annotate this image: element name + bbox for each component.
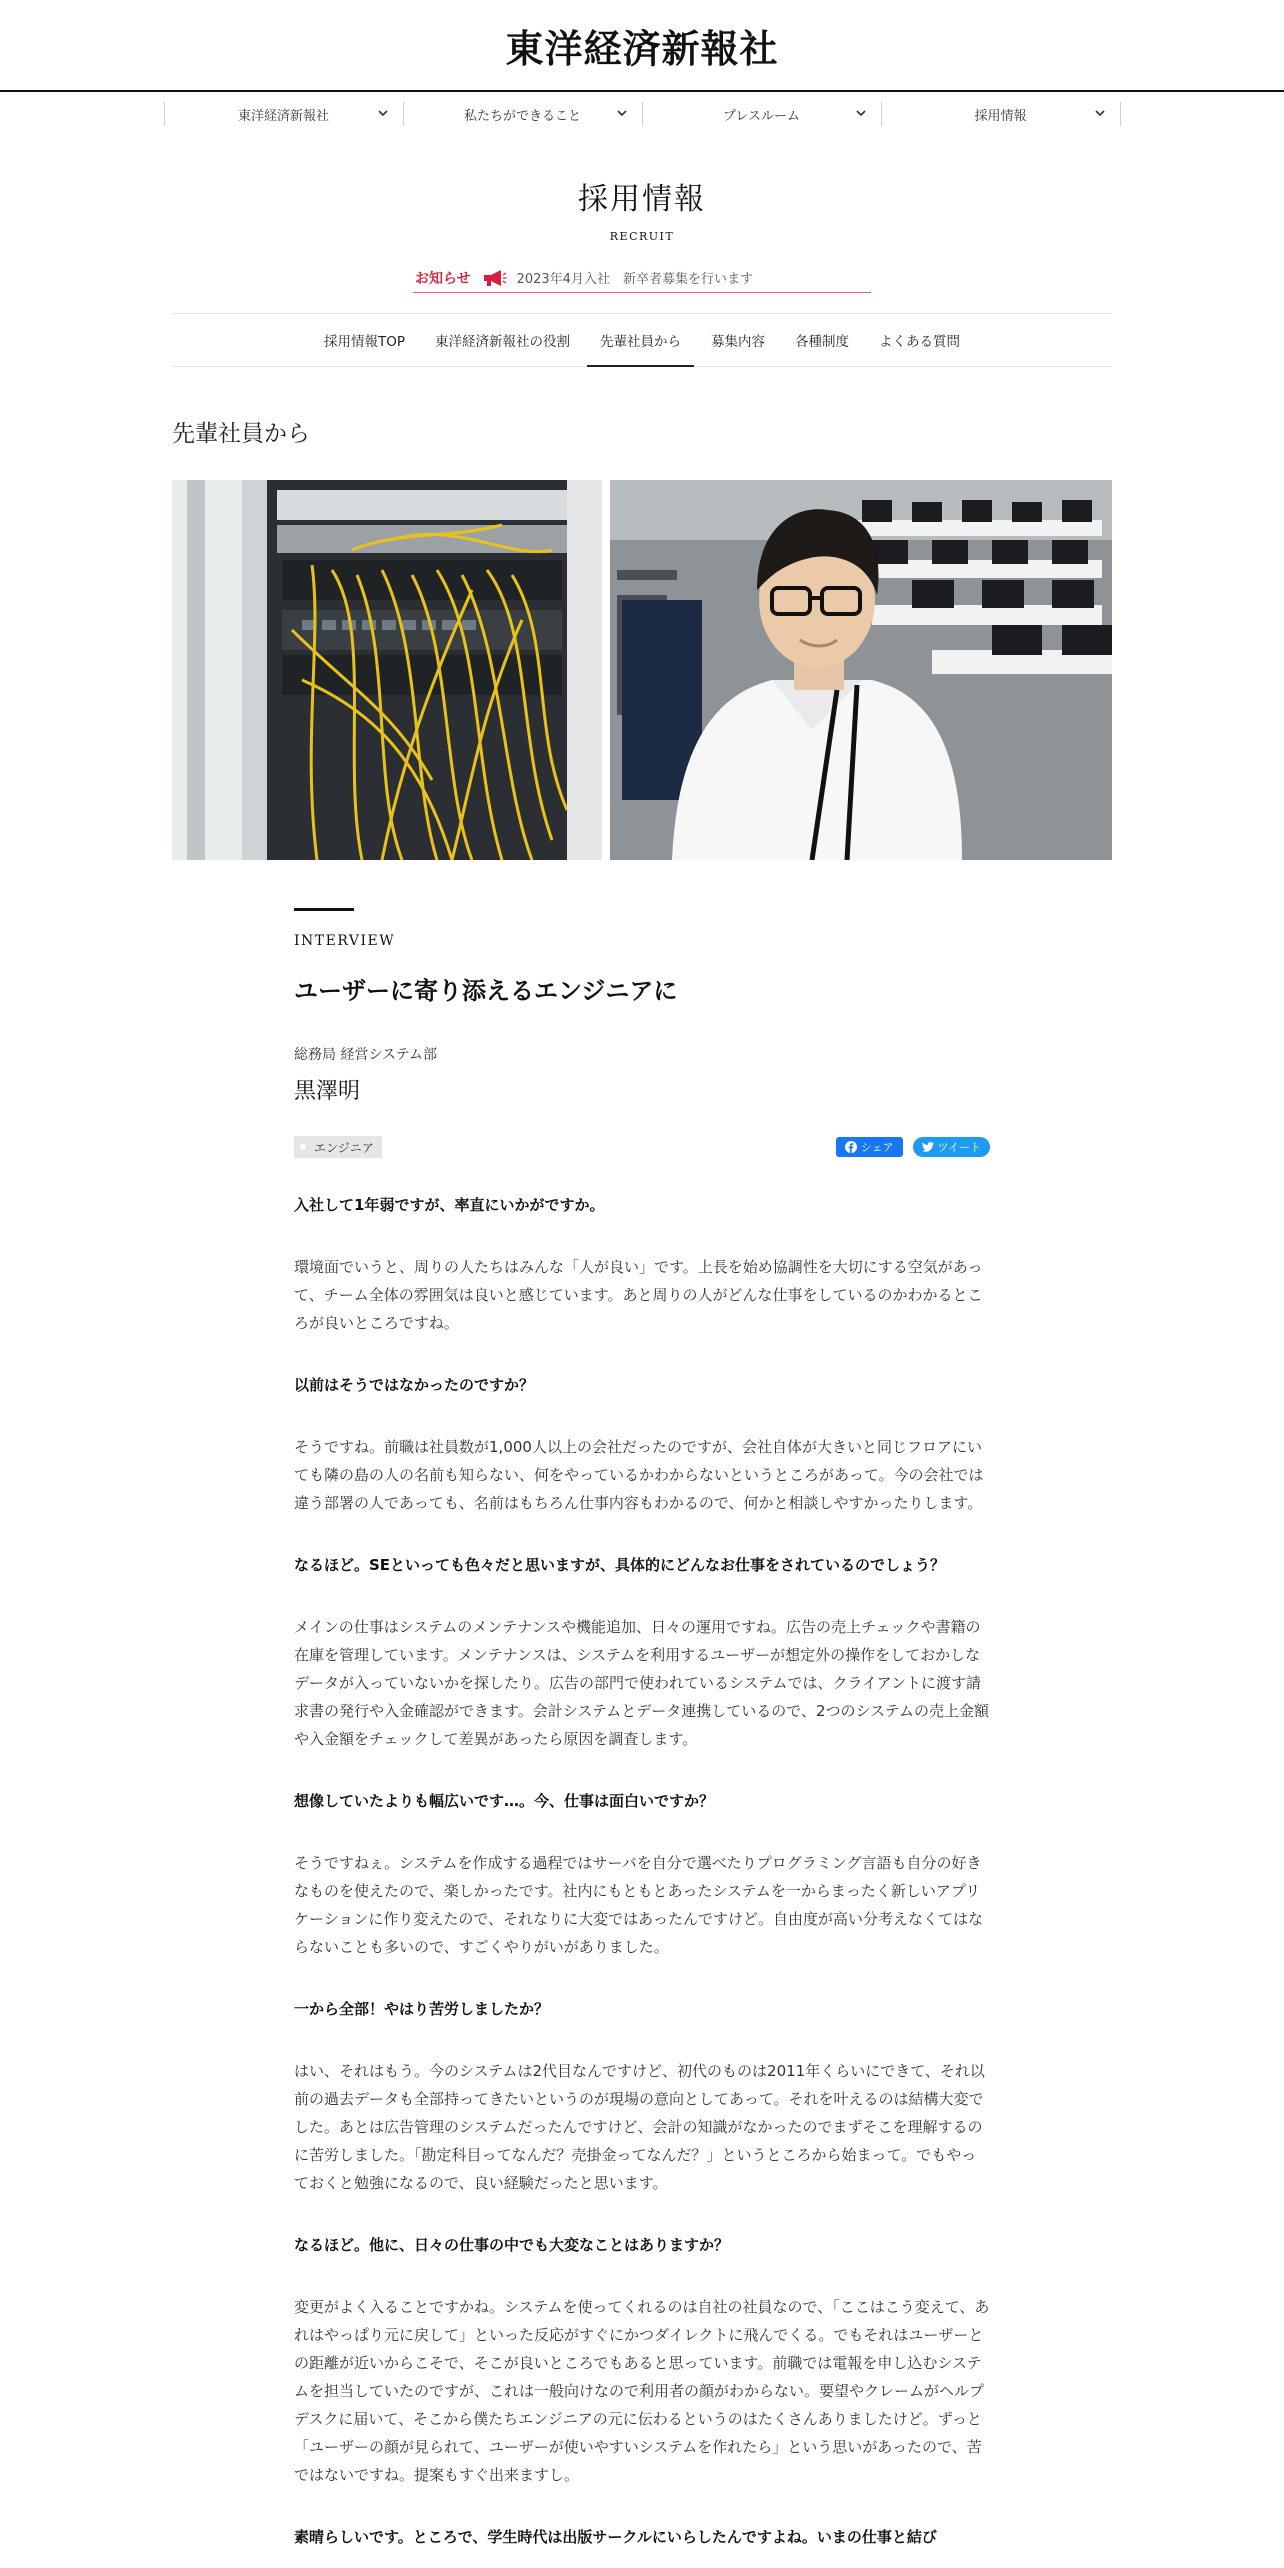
interview-answer: そうですねぇ。システムを作成する過程ではサーバを自分で選べたりプログラミング言語も自分の好きなものを使えたので、楽しかったです。社内にもともとあったシステムを一からまったく新しいアプリケーションに作り変えたので、それなりに大変ではあったんですけど。自由度が高い分考えなくてはならないことも多いので、すごくやりがいがありました。 [294, 1854, 983, 1956]
global-nav-label: 東洋経済新報社 [237, 108, 329, 124]
interview-article [294, 908, 990, 2549]
chevron-down-icon [1094, 107, 1106, 119]
employee-department: 総務局 経営システム部 [294, 1047, 438, 1063]
chevron-down-icon [855, 107, 867, 119]
interview-question: 素晴らしいです。ところで、学生時代は出版サークルにいらしたんですよね。いまの仕事と結び [294, 2528, 937, 2546]
interview-question: 想像していたよりも幅広いです…。今、仕事は面白いですか？ [294, 1792, 715, 1810]
interview-question: 入社して1年弱ですが、率直にいかがですか。 [294, 1196, 605, 1214]
tweet-button[interactable] [913, 1137, 990, 1157]
interview-answer: メインの仕事はシステムのメンテナンスや機能追加、日々の運用ですね。広告の売上チェックや書籍の在庫を管理しています。メンテナンスは、システムを利用するユーザーが想定外の操作をしておかしなデータが入っていないかを探したり。広告の部門で使われているシステムでは、クライアントに渡す請求書の発行や入金確認ができます。会計システムとデータ連携しているので、2つのシステムの売上金額や入金額をチェックして差異があったら原因を調査します。 [294, 1618, 990, 1748]
hero-image [172, 480, 1112, 860]
tab-benefits[interactable]: 各種制度 [795, 334, 849, 350]
site-header [0, 0, 1284, 92]
tab-recruit-top[interactable]: 採用情報TOP [323, 334, 405, 350]
twitter-bird-icon [922, 1142, 934, 1152]
facebook-icon [845, 1141, 857, 1153]
section-heading: 先輩社員から [172, 421, 310, 447]
interview-question: なるほど。他に、日々の仕事の中でも大変なことはありますか？ [294, 2236, 730, 2254]
divider-rule [294, 908, 354, 911]
tab-senior-staff[interactable]: 先輩社員から [585, 314, 696, 366]
employee-name: 黒澤明 [294, 1079, 361, 1104]
facebook-share-button[interactable] [836, 1137, 903, 1157]
job-tag-label: エンジニア [314, 1140, 374, 1155]
meta-row [294, 1135, 990, 1159]
site-logo[interactable]: 東洋経済新報社 [505, 25, 779, 71]
tab-company-role[interactable]: 東洋経済新報社の役割 [435, 334, 570, 350]
chevron-down-icon [377, 107, 389, 119]
megaphone-icon [481, 268, 507, 288]
global-nav-item-company[interactable] [164, 102, 403, 126]
recruit-subtitle: RECRUIT [609, 230, 675, 243]
hero-photo-illustration [172, 480, 1112, 860]
interview-answer: そうですね。前職は社員数が1,000人以上の会社だったのですが、会社自体が大きいと同じフロアにいても隣の島の人の名前も知らない、何をやっているかわからないというところがあって。今の会社では違う部署の人であっても、名前はもちろん仕事内容もわかるので、何かと相談しやすかったりします。 [294, 1438, 984, 1512]
interview-label: INTERVIEW [294, 933, 396, 949]
recruit-title: 採用情報 [578, 182, 706, 217]
interview-question: 以前はそうではなかったのですか？ [294, 1376, 535, 1394]
interview-question: 一から全部！やはり苦労しましたか？ [294, 2000, 550, 2018]
interview-title: ユーザーに寄り添えるエンジニアに [294, 977, 678, 1005]
chevron-down-icon [616, 107, 628, 119]
tab-faq[interactable]: よくある質問 [879, 334, 960, 350]
tweet-label: ツイート [937, 1141, 981, 1154]
job-tag[interactable] [294, 1136, 382, 1158]
tab-job-openings[interactable]: 募集内容 [711, 334, 765, 350]
recruit-sub-nav [172, 313, 1112, 367]
global-nav-item-services[interactable] [403, 102, 642, 126]
share-buttons [836, 1137, 990, 1157]
global-nav [0, 102, 1284, 132]
global-nav-label: 採用情報 [974, 108, 1027, 124]
interview-answer: 環境面でいうと、周りの人たちはみんな「人が良い」です。上長を始め協調性を大切にする空気があって、チーム全体の雰囲気は良いと感じています。あと周りの人がどんな仕事をしているのかわかるところが良いところですね。 [294, 1258, 983, 1332]
qa-section [294, 1193, 990, 2549]
tag-dot-icon [300, 1144, 306, 1150]
global-nav-item-recruit[interactable] [881, 102, 1121, 126]
interview-answer: 変更がよく入ることですかね。システムを使ってくれるのは自社の社員なので、「ここはこう変えて、あれはやっぱり元に戻して」といった反応がすぐにかつダイレクトに飛んでくる。でもそれはユーザーとの距離が近いからこそで、そこが良いところでもあると思っています。前職では電報を申し込むシステムを担当していたのですが、これは一般向けなので利用者の顔がわからない。要望やクレームがヘルプデスクに届いて、そこから僕たちエンジニアの元に伝わるというのはたくさんありましたけど。ずっと「ユーザーの顔が見られて、ユーザーが使いやすいシステムを作れたら」という思いがあったので、苦ではないですね。提案もすぐ出来ますし。 [294, 2298, 990, 2484]
interview-answer: はい、それはもう。今のシステムは2代目なんですけど、初代のものは2011年くらいにできて、それ以前の過去データも全部持ってきたいというのが現場の意向としてあって。それを叶えるのは結構大変でした。あとは広告管理のシステムだったんですけど、会計の知識がなかったのでまずそこを理解するのに苦労しました。「勘定科目ってなんだ？売掛金ってなんだ？」というところから始まって。でもやっておくと勉強になるので、良い経験だったと思います。 [294, 2062, 985, 2192]
notice-label: お知らせ [415, 270, 471, 287]
interview-question: なるほど。SEといっても色々だと思いますが、具体的にどんなお仕事をされているのでしょう？ [294, 1556, 946, 1574]
global-nav-label: プレスルーム [722, 108, 801, 124]
notice-bar[interactable] [413, 263, 871, 293]
notice-text[interactable]: 2023年4月入社 新卒者募集を行います [516, 272, 753, 287]
global-nav-label: 私たちができること [463, 108, 581, 124]
share-label: シェア [860, 1141, 894, 1154]
global-nav-item-pressroom[interactable] [642, 102, 881, 126]
